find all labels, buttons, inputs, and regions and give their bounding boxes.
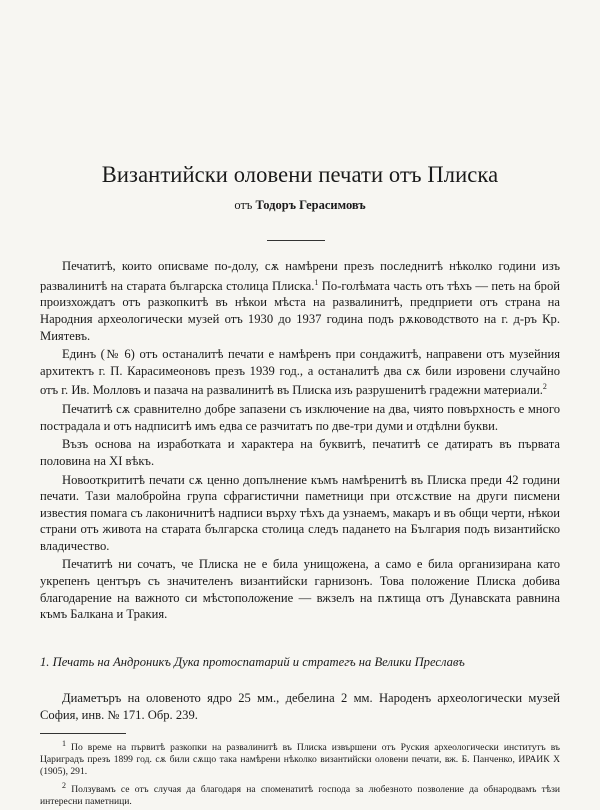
- title-separator: [267, 240, 325, 241]
- author-prefix: отъ: [234, 198, 253, 212]
- footnote-rule: [40, 733, 126, 734]
- footnotes: [40, 738, 560, 810]
- paragraph: Печатитѣ, които описваме по-долу, сѫ намѣрени презъ последнитѣ нѣколко години изъ развалинитѣ на старата българска столица Плиска.$^1$ По-голѣмата часть отъ тѣхъ — петь на брой произхождатъ отъ разкопкитѣ въ нѣкои мѣста на развалинитѣ, предприети отъ страна на Народния археологически музей отъ 1930 до 1937 година подъ рѫководството на г. д-ръ Кр. Миятевъ.: [40, 259, 560, 343]
- author-line: [0, 198, 600, 213]
- section-text: Диаметъръ на оловеното ядро 25 мм., дебелина 2 мм. Народенъ археологически музей София, инв. № 171. Обр. 239.: [40, 691, 560, 722]
- paragraph: Печатитѣ ни сочатъ, че Плиска не е била унищожена, а само е била организирана като укрепенъ центъръ съ значителенъ византийски гарнизонъ. Това положение Плиска добива благодарение на важното си мѣстоположение — вжзелъ на пѫтища отъ Дунавската равнина къмъ Балкана и Тракия.: [40, 557, 560, 622]
- author-name: Тодоръ Герасимовъ: [255, 198, 366, 212]
- paragraph: Единъ (№ 6) отъ останалитѣ печати е намѣренъ при сондажитѣ, направени отъ музейния архитектъ г. П. Карасимеоновъ презъ 1939 год., а останалитѣ два сѫ били изровени случайно отъ г. Ив. Молловъ и пазача на развалинитѣ въ Плиска изъ разрушенитѣ градежни материали.$^2$: [40, 347, 560, 398]
- article-title: Византийски оловени печати отъ Плиска: [101, 162, 499, 188]
- footnote: $^1$ По време на първитѣ разкопки на развалинитѣ въ Плиска извършени отъ Руския археологически институтъ въ Цариградъ презъ 1899 год. сѫ били сѫщо така намѣрени нѣколко византийски оловени печати, вж. Б. Панченко, ИРАИК X (1905), 291.: [40, 739, 560, 778]
- article-body: [40, 258, 560, 625]
- paragraph: Печатитѣ сѫ сравнително добре запазени съ изключение на два, чиято повърхность е много пострадала и отъ надписитѣ имъ едва се разчитатъ по две-три думи и отдѣлни букви.: [40, 402, 560, 433]
- paragraph: Новооткрититѣ печати сѫ ценно допълнение къмъ намѣренитѣ въ Плиска преди 42 години печати. Тази малобройна група сфрагистични паметници при отсѫствие на други писмени известия помага съ лаконичнитѣ надписи върху тѣхъ да узнаемъ, макаръ и въ общи черти, нѣкои страни отъ живота на старата българска столица следъ падането на България подъ византийско владичество.: [40, 472, 560, 553]
- section-heading: 1. Печать на Андроникъ Дука протоспатарий и стратегъ на Велики Преславъ: [40, 655, 465, 669]
- paragraph: Възъ основа на изработката и характера на буквитѣ, печатитѣ се датиратъ въ първата половина на XI вѣкъ.: [40, 437, 560, 468]
- footnote: $^2$ Ползувамъ се отъ случая да благодаря на споменатитѣ господа за любезното позволение да обнародвамъ тѣзи интересни паметници.: [40, 781, 560, 808]
